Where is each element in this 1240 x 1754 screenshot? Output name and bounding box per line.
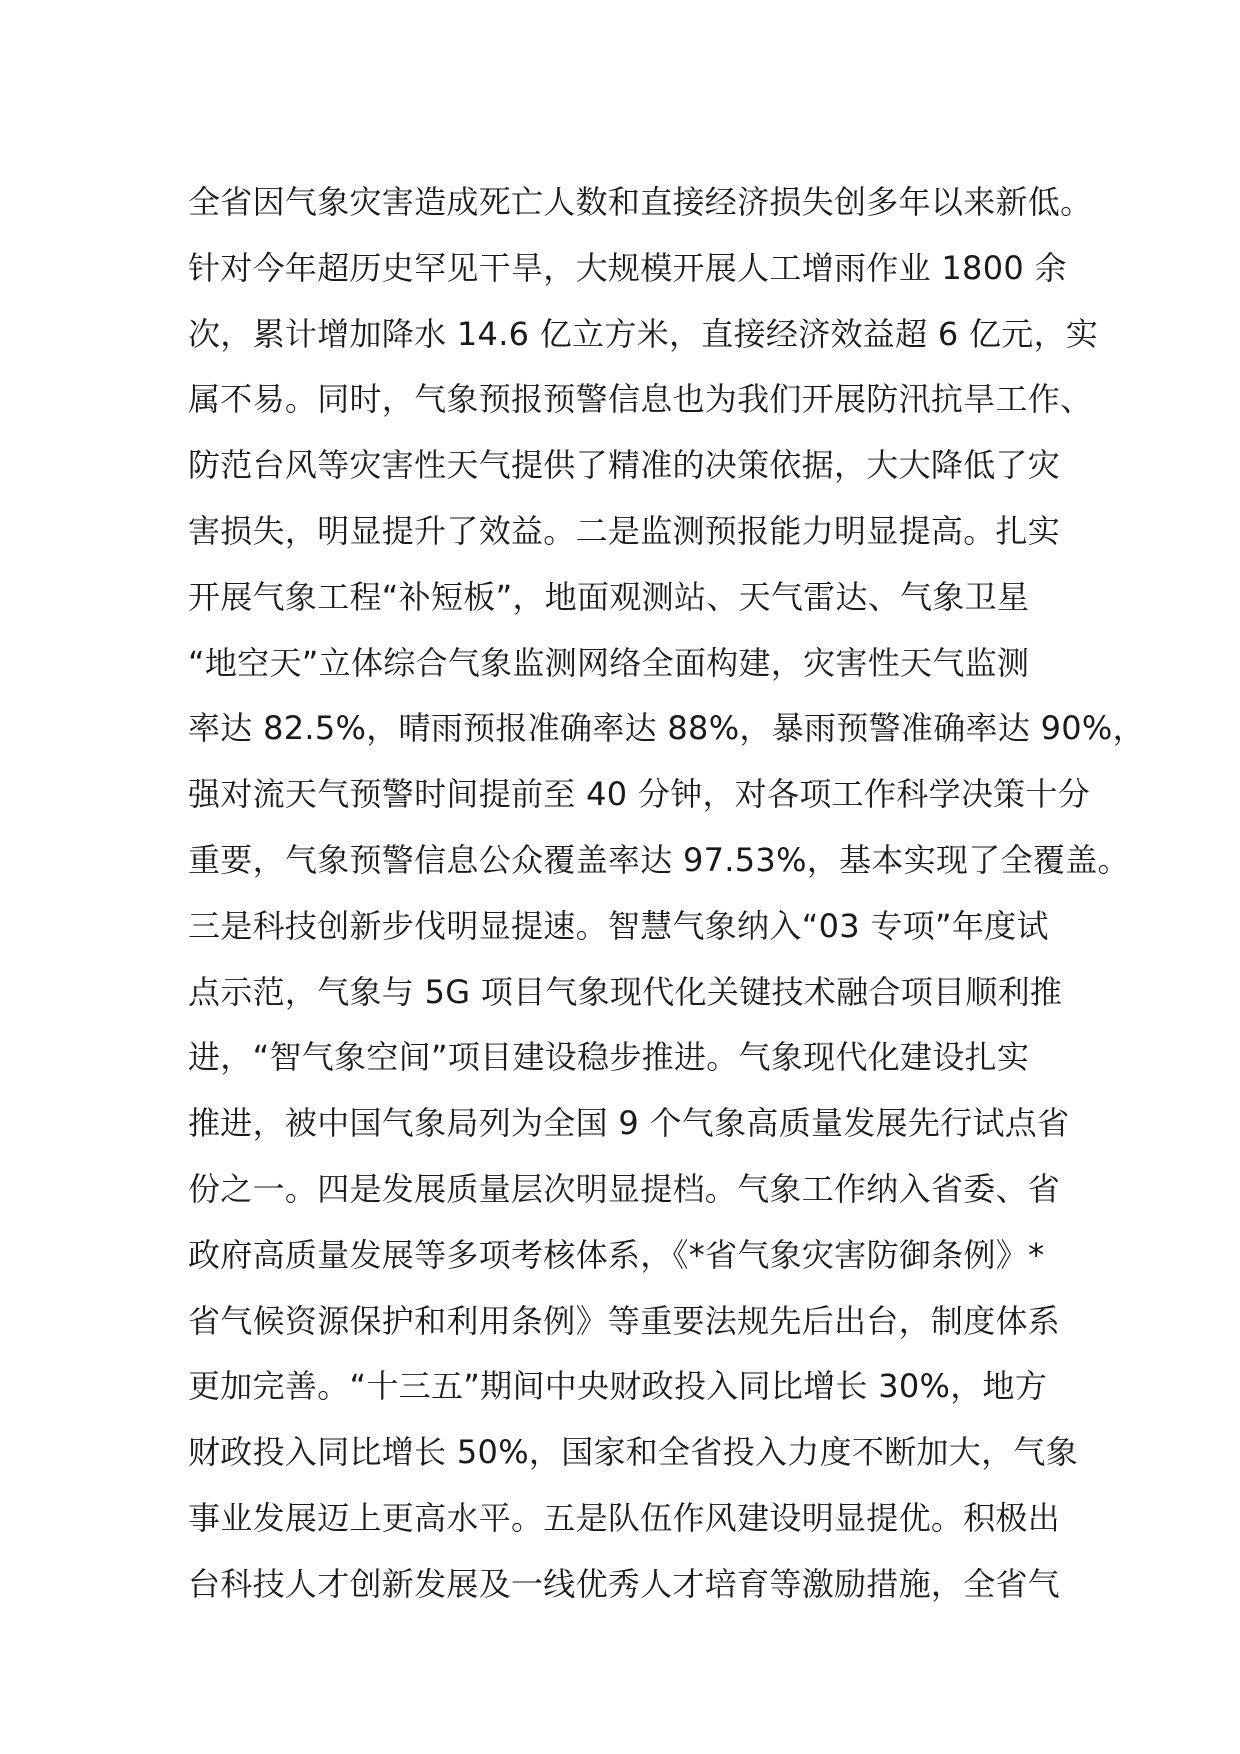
text-line: 更加完善。“十三五”期间中央财政投入同比增长 30%，地方 [188,1367,1048,1406]
text-line: 省气候资源保护和利用条例》等重要法规先后出台，制度体系 [188,1301,1061,1340]
text-line: 政府高质量发展等多项考核体系，《*省气象灾害防御条例》* [188,1235,1045,1274]
text-line: 份之一。四是发展质量层次明显提档。气象工作纳入省委、省 [188,1169,1061,1208]
text-line: 进，“智气象空间”项目建设稳步推进。气象现代化建设扎实 [188,1038,1030,1077]
text-line: 强对流天气预警时间提前至 40 分钟，对各项工作科学决策十分 [188,775,1091,814]
text-line: 防范台风等灾害性天气提供了精准的决策依据，大大降低了灾 [188,446,1061,485]
text-line: 害损失，明显提升了效益。二是监测预报能力明显提高。扎实 [188,511,1061,550]
text-line: 事业发展迈上更高水平。五是队伍作风建设明显提优。积极出 [188,1498,1061,1537]
text-line: 属不易。同时，气象预报预警信息也为我们开展防汛抗旱工作、 [188,380,1093,419]
body-paragraph [188,170,1145,1618]
text-line: 率达 82.5%，晴雨预报准确率达 88%，暴雨预警准确率达 90%， [188,709,1145,748]
text-line: 推进，被中国气象局列为全国 9 个气象高质量发展先行试点省 [188,1104,1070,1143]
text-line: 重要，气象预警信息公众覆盖率达 97.53%，基本实现了全覆盖。 [188,840,1130,879]
text-line: 台科技人才创新发展及一线优秀人才培育等激励措施，全省气 [188,1564,1061,1603]
text-line: 财政投入同比增长 50%，国家和全省投入力度不断加大，气象 [188,1433,1078,1472]
text-line: 全省因气象灾害造成死亡人数和直接经济损失创多年以来新低。 [188,183,1093,221]
text-line: “地空天”立体综合气象监测网络全面构建，灾害性天气监测 [188,643,1030,682]
text-line: 点示范，气象与 5G 项目气象现代化关键技术融合项目顺利推 [188,972,1063,1011]
text-line: 三是科技创新步伐明显提速。智慧气象纳入“03 专项”年度试 [188,906,1049,945]
text-line: 开展气象工程“补短板”，地面观测站、天气雷达、气象卫星 [188,577,1030,616]
text-line: 次，累计增加降水 14.6 亿立方米，直接经济效益超 6 亿元，实 [188,314,1099,353]
text-line: 针对今年超历史罕见干旱，大规模开展人工增雨作业 1800 余 [188,248,1067,287]
